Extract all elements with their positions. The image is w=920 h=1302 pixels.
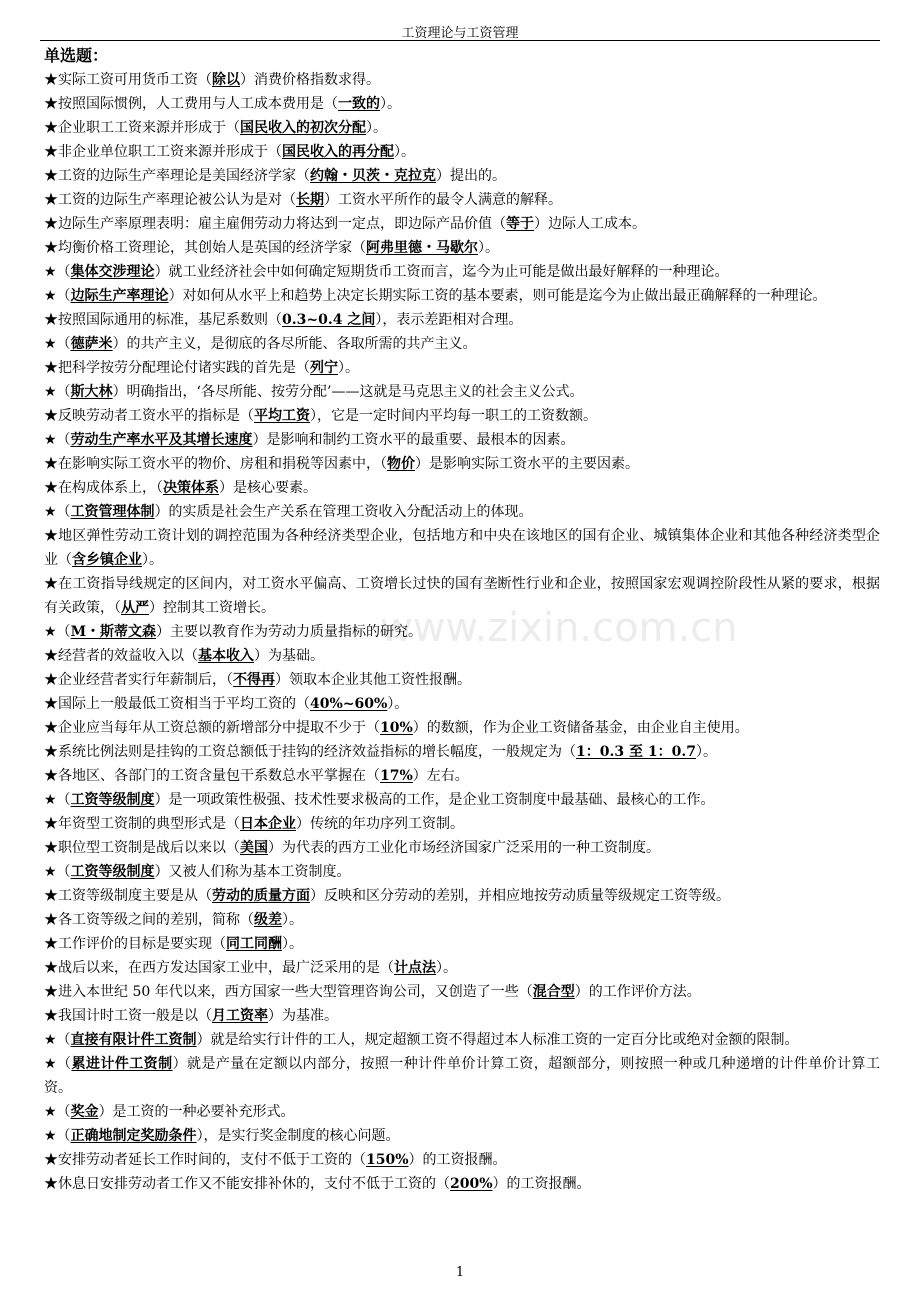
answer-text: 等于 — [506, 216, 534, 232]
question-item — [44, 836, 880, 860]
question-text: ★反映劳动者工资水平的指标是（ — [44, 408, 254, 424]
question-text: ）反映和区分劳动的差别，并相应地按劳动质量等级规定工资等级。 — [310, 888, 730, 904]
page-header: 工资理论与工资管理 — [401, 26, 519, 41]
answer-text: 基本收入 — [198, 648, 254, 664]
question-text: ）是一项政策性极强、技术性要求极高的工作，是企业工资制度中最基础、最核心的工作。 — [154, 792, 715, 808]
question-item — [44, 620, 880, 644]
question-item — [44, 236, 880, 260]
question-item — [44, 956, 880, 980]
answer-text: 累进计件工资制 — [71, 1056, 173, 1072]
question-text: ）消费价格指数求得。 — [240, 72, 380, 88]
question-text: ★把科学按劳分配理论付诸实践的首先是（ — [44, 360, 310, 376]
question-text: ★（ — [44, 1128, 71, 1144]
answer-text: 计点法 — [394, 960, 436, 976]
question-text: ）就是产量在定额以内部分，按照一种计件单价计算工资，超额部分，则按照一种或几种递增的计件单价计算工资。 — [44, 1056, 880, 1096]
question-item — [44, 380, 880, 404]
question-text: ★经营者的效益收入以（ — [44, 648, 198, 664]
question-item — [44, 1172, 880, 1196]
question-text: ）控制其工资增长。 — [149, 600, 275, 616]
answer-text: 工资等级制度 — [70, 792, 155, 808]
answer-text: 平均工资 — [254, 408, 310, 424]
question-item — [44, 140, 880, 164]
question-text: ★工资等级制度主要是从（ — [44, 888, 212, 904]
question-text: ★进入本世纪 50 年代以来，西方国家一些大型管理咨询公司，又创造了一些（ — [44, 984, 533, 1000]
question-text: ★（ — [44, 792, 71, 808]
question-text: ）就是给实行计件的工人，规定超额工资不得超过本人标准工资的一定百分比或绝对金额的限制。 — [196, 1032, 799, 1048]
question-text: ★安排劳动者延长工作时间的，支付不低于工资的（ — [44, 1152, 366, 1168]
question-text: ★（ — [44, 624, 71, 640]
question-text: ★在工资指导线规定的区间内，对工资水平偏高、工资增长过快的国有垄断性行业和企业，按照国家宏观调控阶段性从紧的要求，根据有关政策，（ — [44, 576, 880, 616]
question-text: ）主要以教育作为劳动力质量指标的研究。 — [156, 624, 423, 640]
question-item — [44, 116, 880, 140]
question-text: ）的工作评价方法。 — [574, 984, 701, 1000]
question-text: ）。 — [338, 360, 359, 376]
question-text: ）。 — [142, 552, 163, 568]
question-text: ★按照国际通用的标准，基尼系数则（ — [44, 312, 282, 328]
question-text: ）的工资报酬。 — [408, 1152, 507, 1168]
question-text: ）对如何从水平上和趋势上决定长期实际工资的基本要素，则可能是迄今为止做出最正确解释的一种理论。 — [168, 288, 827, 304]
question-item — [44, 284, 880, 308]
question-text: ）领取本企业其他工资性报酬。 — [275, 672, 471, 688]
question-text: ）为代表的西方工业化市场经济国家广泛采用的一种工资制度。 — [268, 840, 660, 856]
question-text: ★战后以来，在西方发达国家工业中，最广泛采用的是（ — [44, 960, 394, 976]
question-text: ★我国计时工资一般是以（ — [44, 1008, 212, 1024]
question-text: ★实际工资可用货币工资（ — [44, 72, 212, 88]
question-text: ★（ — [44, 264, 71, 280]
answer-text: 物价 — [387, 456, 415, 472]
answer-text: 边际生产率理论 — [70, 288, 169, 304]
watermark: www.zixin.com.cn — [380, 605, 738, 651]
question-text: ），它是一定时间内平均每一职工的工资数额。 — [310, 408, 597, 424]
question-text: ）是影响和制约工资水平的最重要、最根本的因素。 — [252, 432, 575, 448]
answer-text: 40%~60% — [310, 696, 388, 712]
question-text: ★工资的边际生产率理论被公认为是对（ — [44, 192, 296, 208]
document-body — [44, 44, 880, 1196]
question-item — [44, 356, 880, 380]
question-text: ★（ — [44, 336, 71, 352]
question-text: ★（ — [44, 1104, 71, 1120]
question-text: ）就工业经济社会中如何确定短期货币工资而言，迄今为止可能是做出最好解释的一种理论。 — [154, 264, 729, 280]
question-text: ★（ — [44, 864, 71, 880]
question-text: ）是影响实际工资水平的主要因素。 — [415, 456, 639, 472]
question-item — [44, 908, 880, 932]
answer-text: 0.3~0.4 之间 — [282, 312, 376, 328]
answer-text: 150% — [366, 1152, 409, 1168]
question-item — [44, 92, 880, 116]
question-item — [44, 1052, 880, 1100]
question-item — [44, 68, 880, 92]
question-text: ）左右。 — [412, 768, 469, 784]
question-item — [44, 980, 880, 1004]
question-item — [44, 572, 880, 620]
answer-text: 美国 — [240, 840, 268, 856]
question-text: ）。 — [478, 240, 499, 256]
question-item — [44, 188, 880, 212]
section-title: 单选题： — [44, 46, 109, 65]
question-item — [44, 932, 880, 956]
question-item — [44, 644, 880, 668]
answer-text: 含乡镇企业 — [72, 552, 142, 568]
question-item — [44, 1100, 880, 1124]
answer-text: 斯大林 — [70, 384, 113, 400]
question-item — [44, 860, 880, 884]
question-text: ）。 — [436, 960, 457, 976]
question-text: ）的数额，作为企业工资储备基金，由企业自主使用。 — [412, 720, 749, 736]
question-text: ★在构成体系上，（ — [44, 480, 163, 496]
answer-text: 劳动生产率水平及其增长速度 — [70, 432, 253, 448]
question-text: ★地区弹性劳动工资计划的调控范围为各种经济类型企业，包括地方和中央在该地区的国有企业、城镇集体企业和其他各种经济类型企业（ — [44, 528, 880, 568]
question-text: ）的共产主义，是彻底的各尽所能、各取所需的共产主义。 — [112, 336, 477, 352]
question-item — [44, 668, 880, 692]
question-text: ★年资型工资制的典型形式是（ — [44, 816, 240, 832]
question-item — [44, 1028, 880, 1052]
answer-text: 直接有限计件工资制 — [70, 1032, 197, 1048]
answer-text: 约翰・贝茨・克拉克 — [310, 168, 436, 184]
header-rule — [40, 40, 880, 41]
answer-text: 月工资率 — [212, 1008, 268, 1024]
question-text: ）。 — [282, 936, 303, 952]
page-number: 1 — [455, 1265, 465, 1280]
question-text: ★工作评价的目标是要实现（ — [44, 936, 226, 952]
question-text: ★按照国际惯例，人工费用与人工成本费用是（ — [44, 96, 338, 112]
answer-text: 集体交涉理论 — [70, 264, 155, 280]
answer-text: 阿弗里德・马歇尔 — [366, 240, 478, 256]
question-item — [44, 452, 880, 476]
question-item — [44, 428, 880, 452]
question-text: ）。 — [394, 144, 415, 160]
question-text: ）边际人工成本。 — [534, 216, 646, 232]
question-text: ）。 — [282, 912, 303, 928]
answer-text: 长期 — [296, 192, 324, 208]
question-text: ★企业应当每年从工资总额的新增部分中提取不少于（ — [44, 720, 380, 736]
answer-text: 奖金 — [70, 1104, 99, 1120]
question-text: ）又被人们称为基本工资制度。 — [154, 864, 351, 880]
question-text: ★企业经营者实行年薪制后，（ — [44, 672, 233, 688]
answer-text: 1：0.3 至 1：0.7 — [576, 744, 696, 760]
answer-text: 不得再 — [233, 672, 275, 688]
question-item — [44, 740, 880, 764]
question-text: ★休息日安排劳动者工作又不能安排补休的，支付不低于工资的（ — [44, 1176, 450, 1192]
question-item — [44, 764, 880, 788]
answer-text: 从严 — [121, 600, 149, 616]
question-item — [44, 404, 880, 428]
answer-text: 德萨米 — [70, 336, 113, 352]
answer-text: 一致的 — [338, 96, 380, 112]
question-text: ★在影响实际工资水平的物价、房租和捐税等因素中，（ — [44, 456, 387, 472]
question-item — [44, 1124, 880, 1148]
question-text: ）是核心要素。 — [219, 480, 317, 496]
question-text: ）传统的年功序列工资制。 — [296, 816, 464, 832]
answer-text: 决策体系 — [163, 480, 219, 496]
question-text: ）提出的。 — [436, 168, 506, 184]
question-text: ）的实质是社会生产关系在管理工资收入分配活动上的体现。 — [154, 504, 533, 520]
answer-text: 混合型 — [532, 984, 575, 1000]
question-text: ★系统比例法则是挂钩的工资总额低于挂钩的经济效益指标的增长幅度，一般规定为（ — [44, 744, 576, 760]
answer-text: 同工同酬 — [226, 936, 282, 952]
question-item — [44, 476, 880, 500]
question-item — [44, 812, 880, 836]
question-text: ）。 — [695, 744, 717, 760]
question-item — [44, 716, 880, 740]
answer-text: 200% — [450, 1176, 493, 1192]
question-list — [44, 68, 880, 1196]
answer-text: 正确地制定奖励条件 — [70, 1128, 197, 1144]
answer-text: 工资等级制度 — [70, 864, 155, 880]
answer-text: 国民收入的再分配 — [282, 144, 394, 160]
answer-text: 劳动的质量方面 — [212, 888, 310, 904]
answer-text: 日本企业 — [240, 816, 296, 832]
question-text: ★企业职工工资来源并形成于（ — [44, 120, 240, 136]
question-text: ★边际生产率原理表明：雇主雇佣劳动力将达到一定点，即边际产品价值（ — [44, 216, 506, 232]
answer-text: 除以 — [212, 72, 240, 88]
question-text: ）明确指出，‘各尽所能、按劳分配’——这就是马克思主义的社会主义公式。 — [112, 384, 584, 400]
question-text: ）为基准。 — [268, 1008, 338, 1024]
answer-text: 17% — [380, 768, 413, 784]
question-item — [44, 500, 880, 524]
question-text: ★（ — [44, 432, 71, 448]
answer-text: 国民收入的初次分配 — [240, 120, 366, 136]
question-text: ★国际上一般最低工资相当于平均工资的（ — [44, 696, 310, 712]
question-item — [44, 524, 880, 572]
answer-text: 工资管理体制 — [70, 504, 155, 520]
question-text: ）的工资报酬。 — [492, 1176, 591, 1192]
question-item — [44, 1004, 880, 1028]
question-item — [44, 308, 880, 332]
question-text: ★职位型工资制是战后以来以（ — [44, 840, 240, 856]
question-item — [44, 260, 880, 284]
question-text: ）。 — [366, 120, 387, 136]
question-text: ★（ — [44, 384, 71, 400]
question-text: ★各工资等级之间的差别，简称（ — [44, 912, 254, 928]
question-text: ）。 — [387, 696, 409, 712]
question-text: ★（ — [44, 288, 71, 304]
question-text: ★（ — [44, 1032, 71, 1048]
question-item — [44, 692, 880, 716]
question-item — [44, 788, 880, 812]
question-text: ★（ — [44, 1056, 72, 1072]
question-item — [44, 1148, 880, 1172]
question-text: ★各地区、各部门的工资含量包干系数总水平掌握在（ — [44, 768, 380, 784]
question-text: ）工资水平所作的最令人满意的解释。 — [324, 192, 562, 208]
question-text: ），表示差距相对合理。 — [375, 312, 523, 328]
answer-text: 10% — [380, 720, 413, 736]
question-text: ★非企业单位职工工资来源并形成于（ — [44, 144, 282, 160]
question-text: ★均衡价格工资理论，其创始人是英国的经济学家（ — [44, 240, 366, 256]
question-text: ），是实行奖金制度的核心问题。 — [196, 1128, 400, 1144]
question-text: ）。 — [380, 96, 401, 112]
answer-text: M・斯蒂文森 — [70, 624, 157, 640]
answer-text: 级差 — [254, 912, 282, 928]
question-item — [44, 884, 880, 908]
question-item — [44, 212, 880, 236]
question-item — [44, 332, 880, 356]
question-item — [44, 164, 880, 188]
question-text: ）为基础。 — [254, 648, 324, 664]
question-text: ★（ — [44, 504, 71, 520]
question-text: ）是工资的一种必要补充形式。 — [98, 1104, 295, 1120]
question-text: ★工资的边际生产率理论是美国经济学家（ — [44, 168, 310, 184]
answer-text: 列宁 — [310, 360, 338, 376]
